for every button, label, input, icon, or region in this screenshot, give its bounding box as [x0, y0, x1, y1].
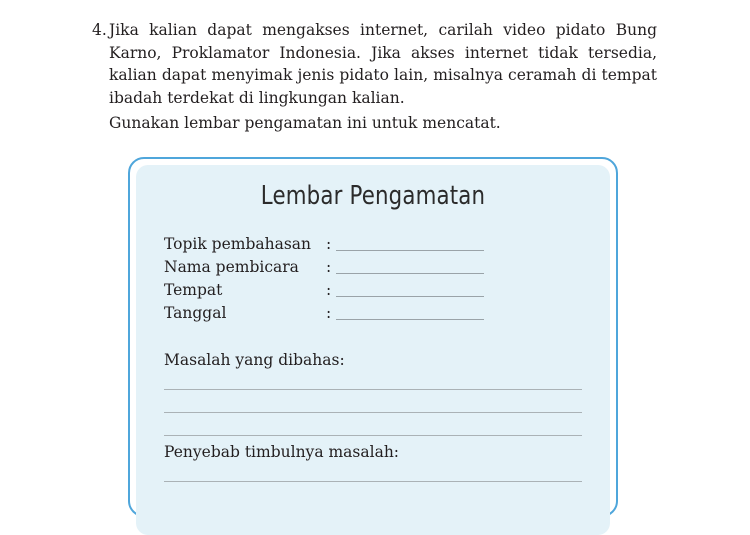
field-topic	[164, 235, 494, 257]
field-label: Tanggal	[164, 304, 227, 322]
field-label: Topik pembahasan	[164, 235, 312, 253]
instruction-note: Gunakan lembar pengamatan ini untuk mencatat.	[109, 114, 501, 133]
field-blank-line[interactable]	[336, 273, 484, 274]
field-colon: :	[326, 235, 332, 253]
writing-line[interactable]	[164, 481, 582, 482]
field-speaker	[164, 258, 494, 280]
field-label: Tempat	[164, 281, 223, 299]
section-label-problem: Masalah yang dibahas:	[164, 351, 345, 369]
observation-sheet-panel	[136, 165, 610, 535]
field-blank-line[interactable]	[336, 319, 484, 320]
field-date	[164, 304, 494, 326]
sheet-title: Lembar Pengamatan	[260, 181, 486, 211]
instruction-paragraph: Jika kalian dapat mengakses internet, carilah video pidato Bung Karno, Proklamator Indonesia. Jika akses internet tidak tersedia, kalian dapat menyimak jenis pidato lain, misalnya ceramah di tempat ibadah terdekat di lingkungan kalian.	[109, 21, 657, 107]
instruction-item	[92, 19, 657, 135]
section-label-cause: Penyebab timbulnya masalah:	[164, 443, 400, 461]
observation-sheet	[128, 157, 618, 517]
field-colon: :	[326, 304, 332, 322]
writing-line[interactable]	[164, 389, 582, 390]
field-blank-line[interactable]	[336, 250, 484, 251]
field-colon: :	[326, 281, 332, 299]
writing-line[interactable]	[164, 412, 582, 413]
field-label: Nama pembicara	[164, 258, 299, 276]
writing-line[interactable]	[164, 435, 582, 436]
field-blank-line[interactable]	[336, 296, 484, 297]
item-number: 4.	[92, 21, 107, 39]
field-place	[164, 281, 494, 303]
field-colon: :	[326, 258, 332, 276]
